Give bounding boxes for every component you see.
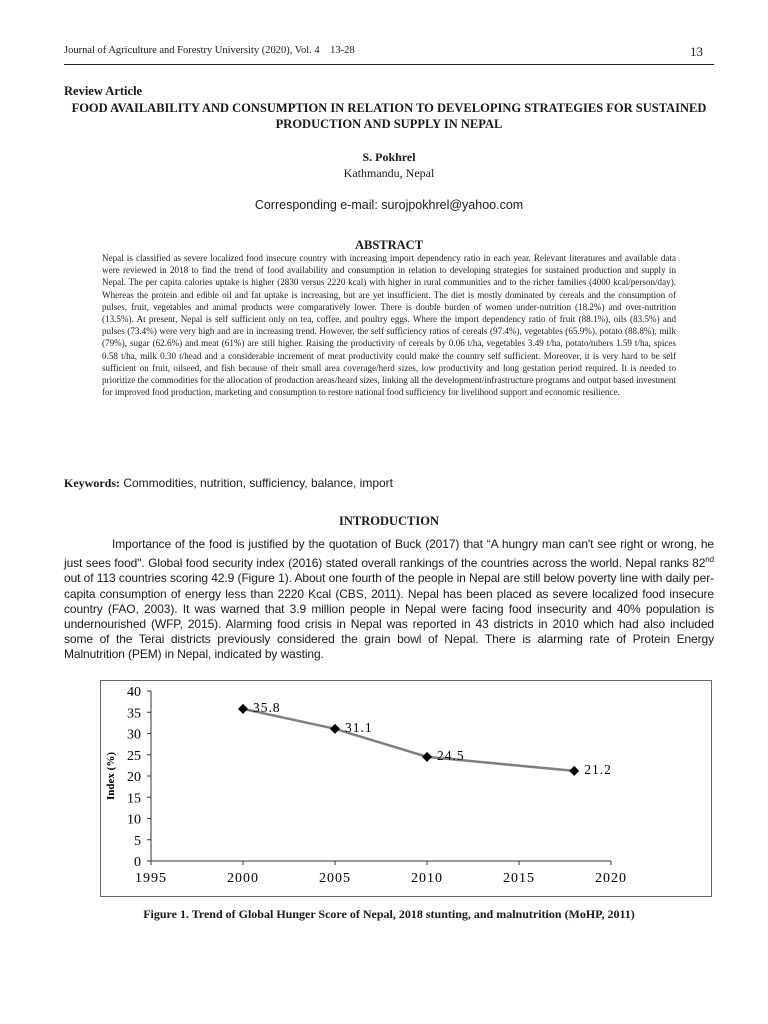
x-tick-label: 2020 [595, 871, 627, 886]
page-number: 13 [690, 44, 703, 59]
y-tick-label: 25 [127, 748, 141, 764]
introduction-text [64, 537, 714, 663]
y-tick-label: 5 [134, 833, 141, 849]
article-type: Review Article [64, 84, 143, 98]
x-tick-label: 2015 [503, 871, 535, 886]
series-line [243, 709, 574, 771]
line-chart [101, 681, 711, 896]
journal-header: Journal of Agriculture and Forestry University (2020), Vol. 4 13-28 [64, 45, 355, 56]
corresponding-email: Corresponding e-mail: surojpokhrel@yahoo.com [254, 198, 524, 212]
keywords-text: Commodities, nutrition, sufficiency, balance, import [123, 476, 394, 490]
data-label: 24.5 [437, 747, 465, 763]
data-label: 21.2 [584, 761, 612, 777]
author-affiliation: Kathmandu, Nepal [343, 166, 435, 180]
figure-chart-frame [100, 680, 712, 897]
y-tick-label: 15 [127, 791, 141, 807]
y-tick-label: 35 [127, 706, 141, 722]
y-tick-label: 10 [127, 812, 141, 828]
y-tick-label: 0 [134, 855, 141, 870]
data-point-marker [330, 724, 340, 734]
x-tick-label: 1995 [135, 871, 167, 886]
article-title: FOOD AVAILABILITY AND CONSUMPTION IN RELATION TO DEVELOPING STRATEGIES FOR SUSTAINED PRODUCTION AND SUPPLY IN NEPAL [71, 101, 707, 131]
data-label: 35.8 [253, 699, 281, 715]
abstract-heading: ABSTRACT [354, 238, 424, 252]
y-tick-label: 30 [127, 727, 141, 743]
x-tick-label: 2010 [411, 871, 443, 886]
keywords [64, 476, 714, 491]
intro-text-part1: Importance of the food is justified by the quotation of Buck (2017) that “A hungry man can't see right or wrong, he just sees food". Global food security index (2016) stated overall rankings of the countries across the world. Nepal ranks 82 [64, 537, 714, 571]
intro-superscript: nd [705, 555, 714, 565]
keywords-label: Keywords: [64, 476, 120, 490]
data-point-marker [569, 766, 579, 776]
author-name: S. Pokhrel [362, 150, 416, 164]
header-rule [64, 64, 714, 65]
intro-text-part2: out of 113 countries scoring 42.9 (Figure 1). About one fourth of the people in Nepal are still below poverty line with daily per-capita consumption of energy less than 2220 Kcal (CBS, 2011). Nepal has been placed as severe localized food insecure country (FAO, 2003). It was warned that 3.9 million people in Nepal were facing food insecurity and 40% population is undernourished (WFP, 2015). Alarming food crisis in Nepal was reported in 43 districts in 2010 which had also included some of the Terai districts previously considered the grain bowl of Nepal. There is alarming rate of Protein Energy Malnutrition (PEM) in Nepal, indicated by wasting. [64, 571, 714, 662]
y-axis-label: Index (%) [105, 752, 117, 800]
x-tick-label: 2005 [319, 871, 351, 886]
introduction-heading: INTRODUCTION [338, 514, 439, 528]
y-tick-label: 40 [127, 685, 141, 700]
figure-caption: Figure 1. Trend of Global Hunger Score of Nepal, 2018 stunting, and malnutrition (MoHP, 2011) [143, 907, 635, 921]
abstract-text: Nepal is classified as severe localized food insecure country with increasing import dependency ratio in each year. Relevant literatures and available data were reviewed in 2018 to find the trend of food availability and consumption in relation to developing strategies for sustained production and supply in Nepal. The per capita calories uptake is higher (2830 versus 2220 kcal) with higher in rural communities and to the richer families (4000 kcal/person/day). Whereas the protein and edible oil and fat uptake is increasing, but are yet insufficient. The diet is mostly dominated by cereals and the consumption of pulses, fruit, vegetables and animal products were comparatively lower. There is double burden of women under-nutrition (18.2%) and over-nutrition (13.5%). At present, Nepal is self sufficient only on tea, coffee, and poultry eggs. Where the import dependency ratio of fruit (88.1%), oils (83.5%) and pulses (73.4%) were very high and are in increasing trend. However, the self sufficiency ratios of cereals (97.4%), vegetables (65.9%), potato (88.8%), milk (79%), sugar (62.6%) and meat (61%) are still higher. Raising the productivity of cereals by 0.06 t/ha, vegetables 3.49 t/ha, potato/tubers 1.59 t/ha, spices 0.58 t/ha, milk 0.30 t/head and a considerable increment of meat productivity could make the country self sufficient. Moreover, it is very hard to be self sufficient on fruit, oilseed, and fish because of their small area coverage/herd sizes, low productivity and long gestation period required. It is needed to prioritize the commodities for the allocation of production areas/heard sizes, linking all the development/infrastructure programs and output based investment for improved food production, marketing and consumption to restore national food sufficiency for livelihood support and economic resilience. [102, 253, 676, 398]
data-point-marker [422, 752, 432, 762]
data-label: 31.1 [345, 719, 373, 735]
x-tick-label: 2000 [227, 871, 259, 886]
data-point-marker [238, 704, 248, 714]
y-tick-label: 20 [127, 770, 141, 785]
